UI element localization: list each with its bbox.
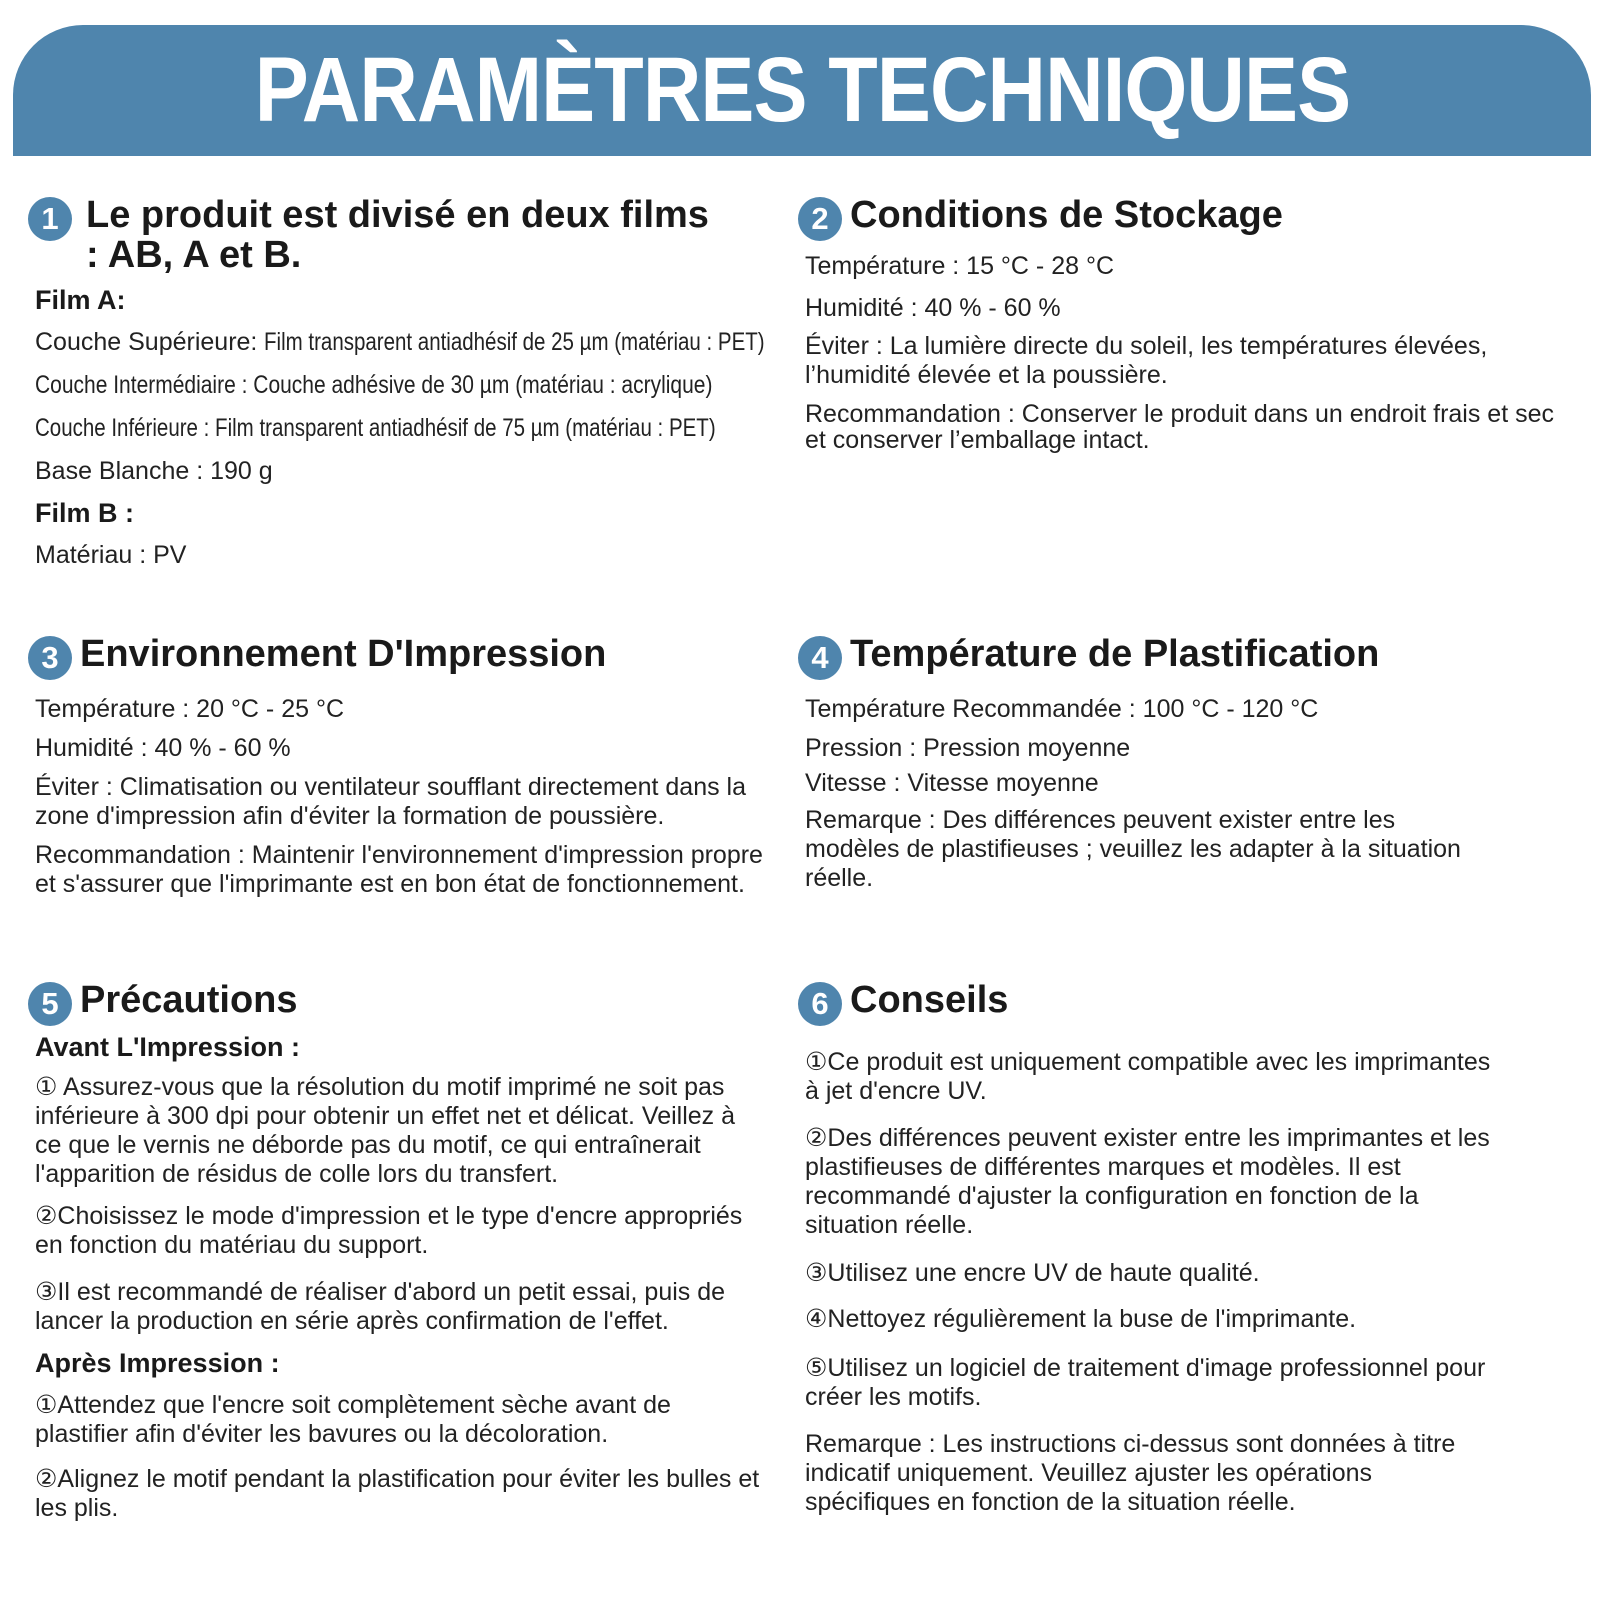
- white-base-text: Base Blanche : 190 g: [35, 457, 273, 485]
- after-printing-label: Après Impression :: [35, 1348, 280, 1378]
- section-header: [798, 634, 1478, 680]
- after-item-2: ②Alignez le motif pendant la plastification pour éviter les bulles et les plis.: [35, 1465, 760, 1522]
- section-precautions: [28, 980, 768, 1523]
- storage-humidity-text: Humidité : 40 % - 60 %: [805, 294, 1061, 322]
- printing-recommendation-text: Recommandation : Maintenir l'environnement d'impression propre et s'assurer que l'imprimante est en bon état de fonctionnement.: [35, 841, 763, 898]
- section-header: [28, 980, 768, 1026]
- tip-item-5: ⑤Utilisez un logiciel de traitement d'image professionnel pour créer les motifs.: [805, 1354, 1486, 1411]
- film-b-label: Film B :: [35, 498, 134, 528]
- tip-item-3: ③Utilisez une encre UV de haute qualité.: [805, 1259, 1260, 1287]
- top-layer-row: [35, 328, 798, 357]
- top-layer-value: Film transparent antiadhésif de 25 µm (matériau : PET): [264, 328, 765, 356]
- section-header: [798, 980, 1498, 1026]
- number-badge-5: 5: [28, 982, 72, 1026]
- before-item-3: ③Il est recommandé de réaliser d'abord un petit essai, puis de lancer la production en série après confirmation de l'effet.: [35, 1278, 726, 1335]
- pressure-text: Pression : Pression moyenne: [805, 734, 1131, 762]
- section-printing-environment: [28, 634, 788, 899]
- material-text: Matériau : PV: [35, 541, 187, 569]
- storage-temperature-text: Température : 15 °C - 28 °C: [805, 252, 1115, 280]
- section-film-composition: [28, 195, 798, 570]
- storage-recommendation-text: Recommandation : Conserver le produit dans un endroit frais et sec et conserver l’emballage intact.: [805, 400, 1554, 454]
- top-layer-label: Couche Supérieure:: [35, 328, 258, 356]
- section-header: [28, 634, 788, 680]
- before-printing-label: Avant L'Impression :: [35, 1032, 300, 1062]
- section-title: Le produit est divisé en deux films: [86, 194, 709, 236]
- number-badge-2: 2: [798, 197, 842, 241]
- section-title: Environnement D'Impression: [80, 633, 607, 675]
- tip-item-2: ②Des différences peuvent exister entre les imprimantes et les plastifieuses de différentes marques et modèles. Il est recommandé d'ajuster la configuration en fonction de la situation réelle.: [805, 1124, 1490, 1239]
- section-title: Température de Plastification: [850, 633, 1380, 675]
- before-item-2: ②Choisissez le mode d'impression et le type d'encre appropriés en fonction du matériau du support.: [35, 1202, 743, 1259]
- header-banner: [13, 25, 1591, 156]
- printing-humidity-text: Humidité : 40 % - 60 %: [35, 734, 291, 762]
- section-title: Conseils: [850, 979, 1009, 1021]
- section-header: [798, 195, 1568, 241]
- tip-item-1: ①Ce produit est uniquement compatible avec les imprimantes à jet d'encre UV.: [805, 1048, 1491, 1105]
- section-title: Conditions de Stockage: [850, 194, 1283, 236]
- before-item-1: ① Assurez-vous que la résolution du motif imprimé ne soit pas inférieure à 300 dpi pour obtenir un effet net et délicat. Veillez à ce que le vernis ne déborde pas du motif, ce qui entraînerait l'apparition de résidus de colle lors du transfert.: [35, 1073, 736, 1188]
- number-badge-6: 6: [798, 982, 842, 1026]
- recommended-temperature-text: Température Recommandée : 100 °C - 120 °C: [805, 695, 1319, 723]
- section-header: [28, 195, 798, 275]
- printing-avoid-text: Éviter : Climatisation ou ventilateur soufflant directement dans la zone d'impression afin d'éviter la formation de poussière.: [35, 773, 747, 830]
- section-storage-conditions: [798, 195, 1568, 453]
- laminating-note-text: Remarque : Des différences peuvent exister entre les modèles de plastifieuses ; veuillez les adapter à la situation réelle.: [805, 806, 1461, 892]
- tip-note: Remarque : Les instructions ci-dessus sont données à titre indicatif uniquement. Veuillez ajuster les opérations spécifiques en fonction de la situation réelle.: [805, 1430, 1456, 1516]
- section-tips: [798, 980, 1498, 1517]
- middle-layer-text: Couche Intermédiaire : Couche adhésive de 30 µm (matériau : acrylique): [35, 371, 713, 399]
- number-badge-1: 1: [28, 197, 72, 241]
- section-title: Précautions: [80, 979, 298, 1021]
- number-badge-4: 4: [798, 636, 842, 680]
- tip-item-4: ④Nettoyez régulièrement la buse de l'imprimante.: [805, 1305, 1357, 1333]
- after-item-1: ①Attendez que l'encre soit complètement sèche avant de plastifier afin d'éviter les bavures ou la décoloration.: [35, 1391, 671, 1448]
- bottom-layer-text: Couche Inférieure : Film transparent antiadhésif de 75 µm (matériau : PET): [35, 414, 716, 442]
- film-a-label: Film A:: [35, 285, 126, 315]
- speed-text: Vitesse : Vitesse moyenne: [805, 769, 1099, 797]
- page-title: PARAMÈTRES TECHNIQUES: [254, 39, 1350, 141]
- section-title-continued: : AB, A et B.: [86, 234, 302, 276]
- section-laminating-temperature: [798, 634, 1478, 893]
- number-badge-3: 3: [28, 636, 72, 680]
- storage-avoid-text: Éviter : La lumière directe du soleil, les températures élevées, l’humidité élevée et la poussière.: [805, 332, 1488, 389]
- printing-temperature-text: Température : 20 °C - 25 °C: [35, 695, 345, 723]
